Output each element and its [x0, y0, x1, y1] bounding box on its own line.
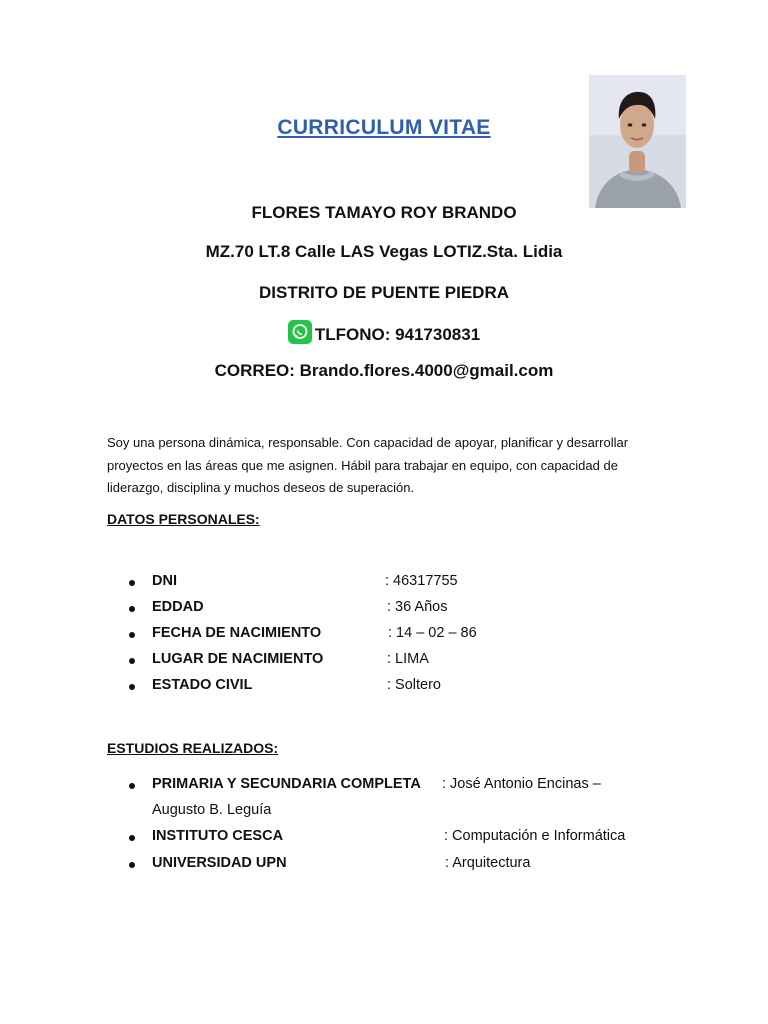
list-item — [0, 776, 768, 802]
item-value: : Arquitectura — [445, 855, 531, 871]
item-value: : Soltero — [387, 677, 441, 693]
list-item — [0, 599, 768, 625]
item-label: ESTADO CIVIL — [152, 677, 253, 693]
item-value: : José Antonio Encinas – — [442, 776, 601, 792]
item-value: : 14 – 02 – 86 — [388, 625, 477, 641]
bullet-icon — [129, 580, 135, 586]
phone-line — [0, 320, 768, 345]
bullet-icon — [129, 606, 135, 612]
item-continuation: Augusto B. Leguía — [152, 802, 272, 818]
item-label: FECHA DE NACIMIENTO — [152, 625, 322, 641]
item-value: : Computación e Informática — [444, 828, 626, 844]
profile-summary: Soy una persona dinámica, responsable. Con capacidad de apoyar, planificar y desarrollar proyectos en las áreas que me asignen. Hábil para trabajar en equipo, con capacidad de liderazgo, disciplina y muchos deseos de superación. — [107, 435, 629, 495]
studies-heading: ESTUDIOS REALIZADOS: — [107, 740, 279, 756]
item-label: UNIVERSIDAD UPN — [152, 855, 287, 871]
bullet-icon — [129, 632, 135, 638]
list-item — [0, 677, 768, 703]
list-item — [0, 625, 768, 651]
bullet-icon — [129, 783, 135, 789]
profile-photo-illustration — [589, 75, 686, 208]
list-item — [0, 573, 768, 599]
profile-photo — [589, 75, 686, 208]
bullet-icon — [129, 835, 135, 841]
item-value: : LIMA — [387, 651, 429, 667]
item-value: : 36 Años — [387, 599, 448, 615]
item-label: EDDAD — [152, 599, 204, 615]
item-value: : 46317755 — [385, 573, 458, 589]
bullet-icon — [129, 862, 135, 868]
phone-text: TLFONO: 941730831 — [314, 325, 481, 344]
item-label: LUGAR DE NACIMIENTO — [152, 651, 324, 667]
candidate-name: FLORES TAMAYO ROY BRANDO — [251, 203, 517, 222]
personal-data-heading: DATOS PERSONALES: — [107, 511, 260, 527]
item-label: DNI — [152, 573, 177, 589]
whatsapp-icon — [288, 320, 312, 344]
district-line: DISTRITO DE PUENTE PIEDRA — [259, 283, 509, 302]
address-line: MZ.70 LT.8 Calle LAS Vegas LOTIZ.Sta. Lidia — [205, 242, 563, 261]
item-label: PRIMARIA Y SECUNDARIA COMPLETA — [152, 776, 421, 792]
document-title: CURRICULUM VITAE — [277, 116, 491, 139]
bullet-icon — [129, 658, 135, 664]
item-label: INSTITUTO CESCA — [152, 828, 284, 844]
email-line: CORREO: Brando.flores.4000@gmail.com — [214, 361, 554, 380]
list-item — [0, 651, 768, 677]
bullet-icon — [129, 684, 135, 690]
list-item — [0, 828, 768, 854]
list-item — [0, 855, 768, 881]
